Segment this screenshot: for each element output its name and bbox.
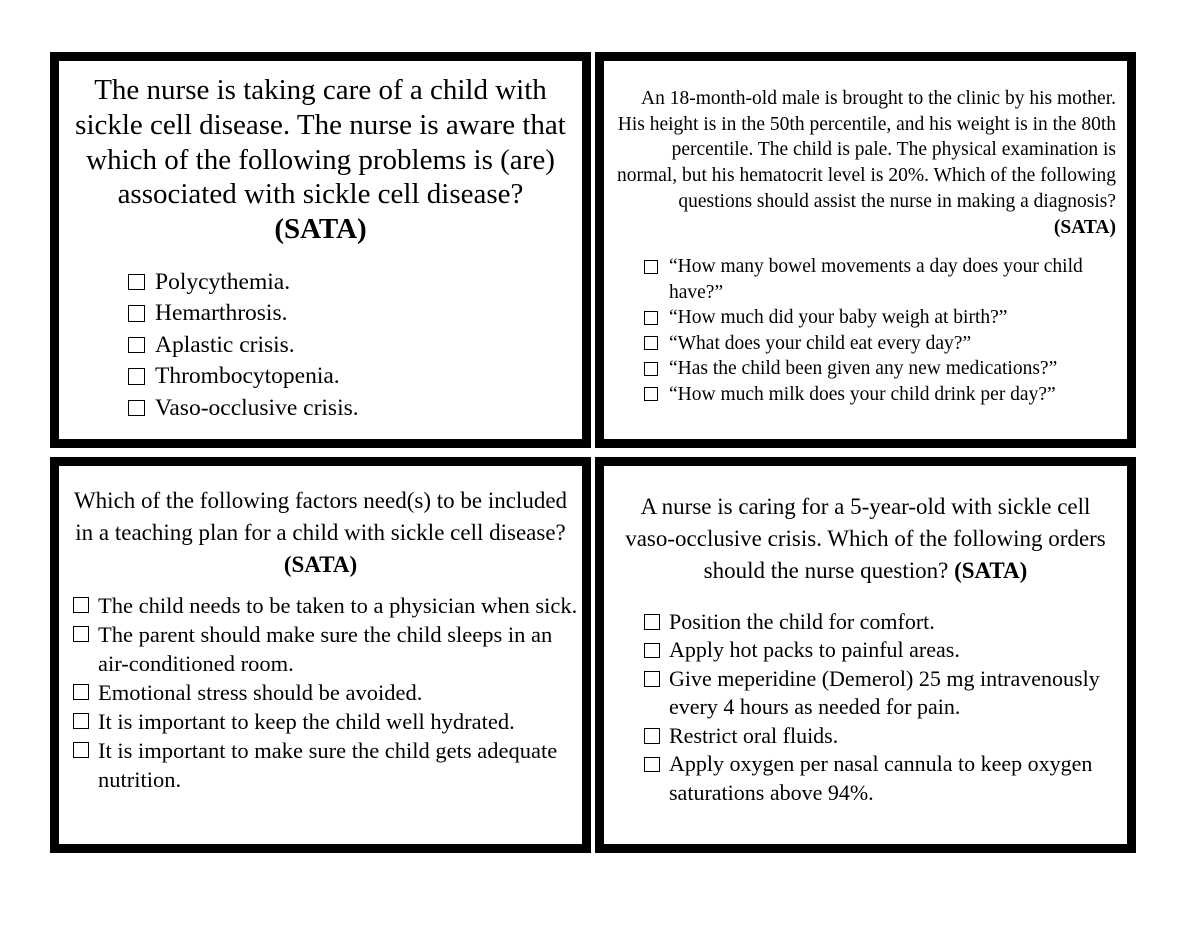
option-item[interactable]: “What does your child eat every day?” (644, 331, 1127, 357)
sata-tag: (SATA) (954, 557, 1028, 583)
option-item[interactable]: It is important to make sure the child gets adequate nutrition. (73, 736, 582, 794)
option-item[interactable]: Thrombocytopenia. (128, 361, 582, 393)
checkbox-icon[interactable] (73, 597, 89, 613)
checkbox-icon[interactable] (73, 742, 89, 758)
option-item[interactable]: The parent should make sure the child sleeps in an air-conditioned room. (73, 620, 582, 678)
option-list (644, 254, 1127, 407)
checkbox-icon[interactable] (73, 626, 89, 642)
option-item[interactable]: Restrict oral fluids. (644, 722, 1127, 751)
option-item[interactable]: Polycythemia. (128, 267, 582, 299)
sata-tag: (SATA) (283, 551, 358, 577)
checkbox-icon[interactable] (644, 643, 660, 659)
checkbox-icon[interactable] (644, 614, 660, 630)
question-card-3 (50, 457, 591, 853)
option-item[interactable]: Apply hot packs to painful areas. (644, 636, 1127, 665)
option-list (644, 608, 1127, 808)
checkbox-icon[interactable] (128, 305, 145, 322)
checkbox-icon[interactable] (128, 274, 145, 291)
checkbox-icon[interactable] (644, 336, 658, 350)
checkbox-icon[interactable] (73, 684, 89, 700)
option-item[interactable]: Vaso-occlusive crisis. (128, 393, 582, 425)
sata-tag: (SATA) (274, 213, 367, 246)
question-card-2 (595, 52, 1136, 448)
sata-tag: (SATA) (1053, 216, 1116, 238)
option-list (73, 591, 582, 794)
option-item[interactable]: “How much did your baby weigh at birth?” (644, 305, 1127, 331)
question-text: An 18-month-old male is brought to the clinic by his mother. His height is in the 50th percentile, and his weight is in the 80th percentile. The child is pale. The physical examination is normal, but his hematocrit level is 20%. Which of the following questions should assist the nurse in making a diagnosis? (SATA) (617, 88, 1116, 238)
checkbox-icon[interactable] (73, 713, 89, 729)
checkbox-icon[interactable] (644, 362, 658, 376)
question-text: Which of the following factors need(s) to be included in a teaching plan for a child with sickle cell disease? (SATA) (73, 488, 568, 577)
option-item[interactable]: It is important to keep the child well hydrated. (73, 707, 582, 736)
checkbox-icon[interactable] (644, 671, 660, 687)
question-card-4 (595, 457, 1136, 853)
option-item[interactable]: Hemarthrosis. (128, 298, 582, 330)
question-card-1 (50, 52, 591, 448)
question-text: A nurse is caring for a 5-year-old with sickle cell vaso-occlusive crisis. Which of the following orders should the nurse question? (SATA) (625, 494, 1106, 583)
checkbox-icon[interactable] (128, 368, 145, 385)
checkbox-icon[interactable] (644, 260, 658, 274)
option-item[interactable]: Aplastic crisis. (128, 330, 582, 362)
option-item[interactable]: Give meperidine (Demerol) 25 mg intravenously every 4 hours as needed for pain. (644, 665, 1127, 722)
option-item[interactable]: Apply oxygen per nasal cannula to keep oxygen saturations above 94%. (644, 750, 1127, 807)
question-text: The nurse is taking care of a child with sickle cell disease. The nurse is aware that which of the following problems is (are) associated with sickle cell disease? (SATA) (75, 74, 566, 246)
checkbox-icon[interactable] (128, 400, 145, 417)
option-item[interactable]: “How many bowel movements a day does your child have?” (644, 254, 1127, 305)
checkbox-icon[interactable] (644, 728, 660, 744)
checkbox-icon[interactable] (644, 757, 660, 773)
option-item[interactable]: “Has the child been given any new medications?” (644, 356, 1127, 382)
checkbox-icon[interactable] (128, 337, 145, 354)
option-item[interactable]: “How much milk does your child drink per day?” (644, 382, 1127, 408)
option-item[interactable]: Position the child for comfort. (644, 608, 1127, 637)
option-item[interactable]: The child needs to be taken to a physician when sick. (73, 591, 582, 620)
option-list (128, 267, 582, 425)
checkbox-icon[interactable] (644, 387, 658, 401)
checkbox-icon[interactable] (644, 311, 658, 325)
option-item[interactable]: Emotional stress should be avoided. (73, 678, 582, 707)
